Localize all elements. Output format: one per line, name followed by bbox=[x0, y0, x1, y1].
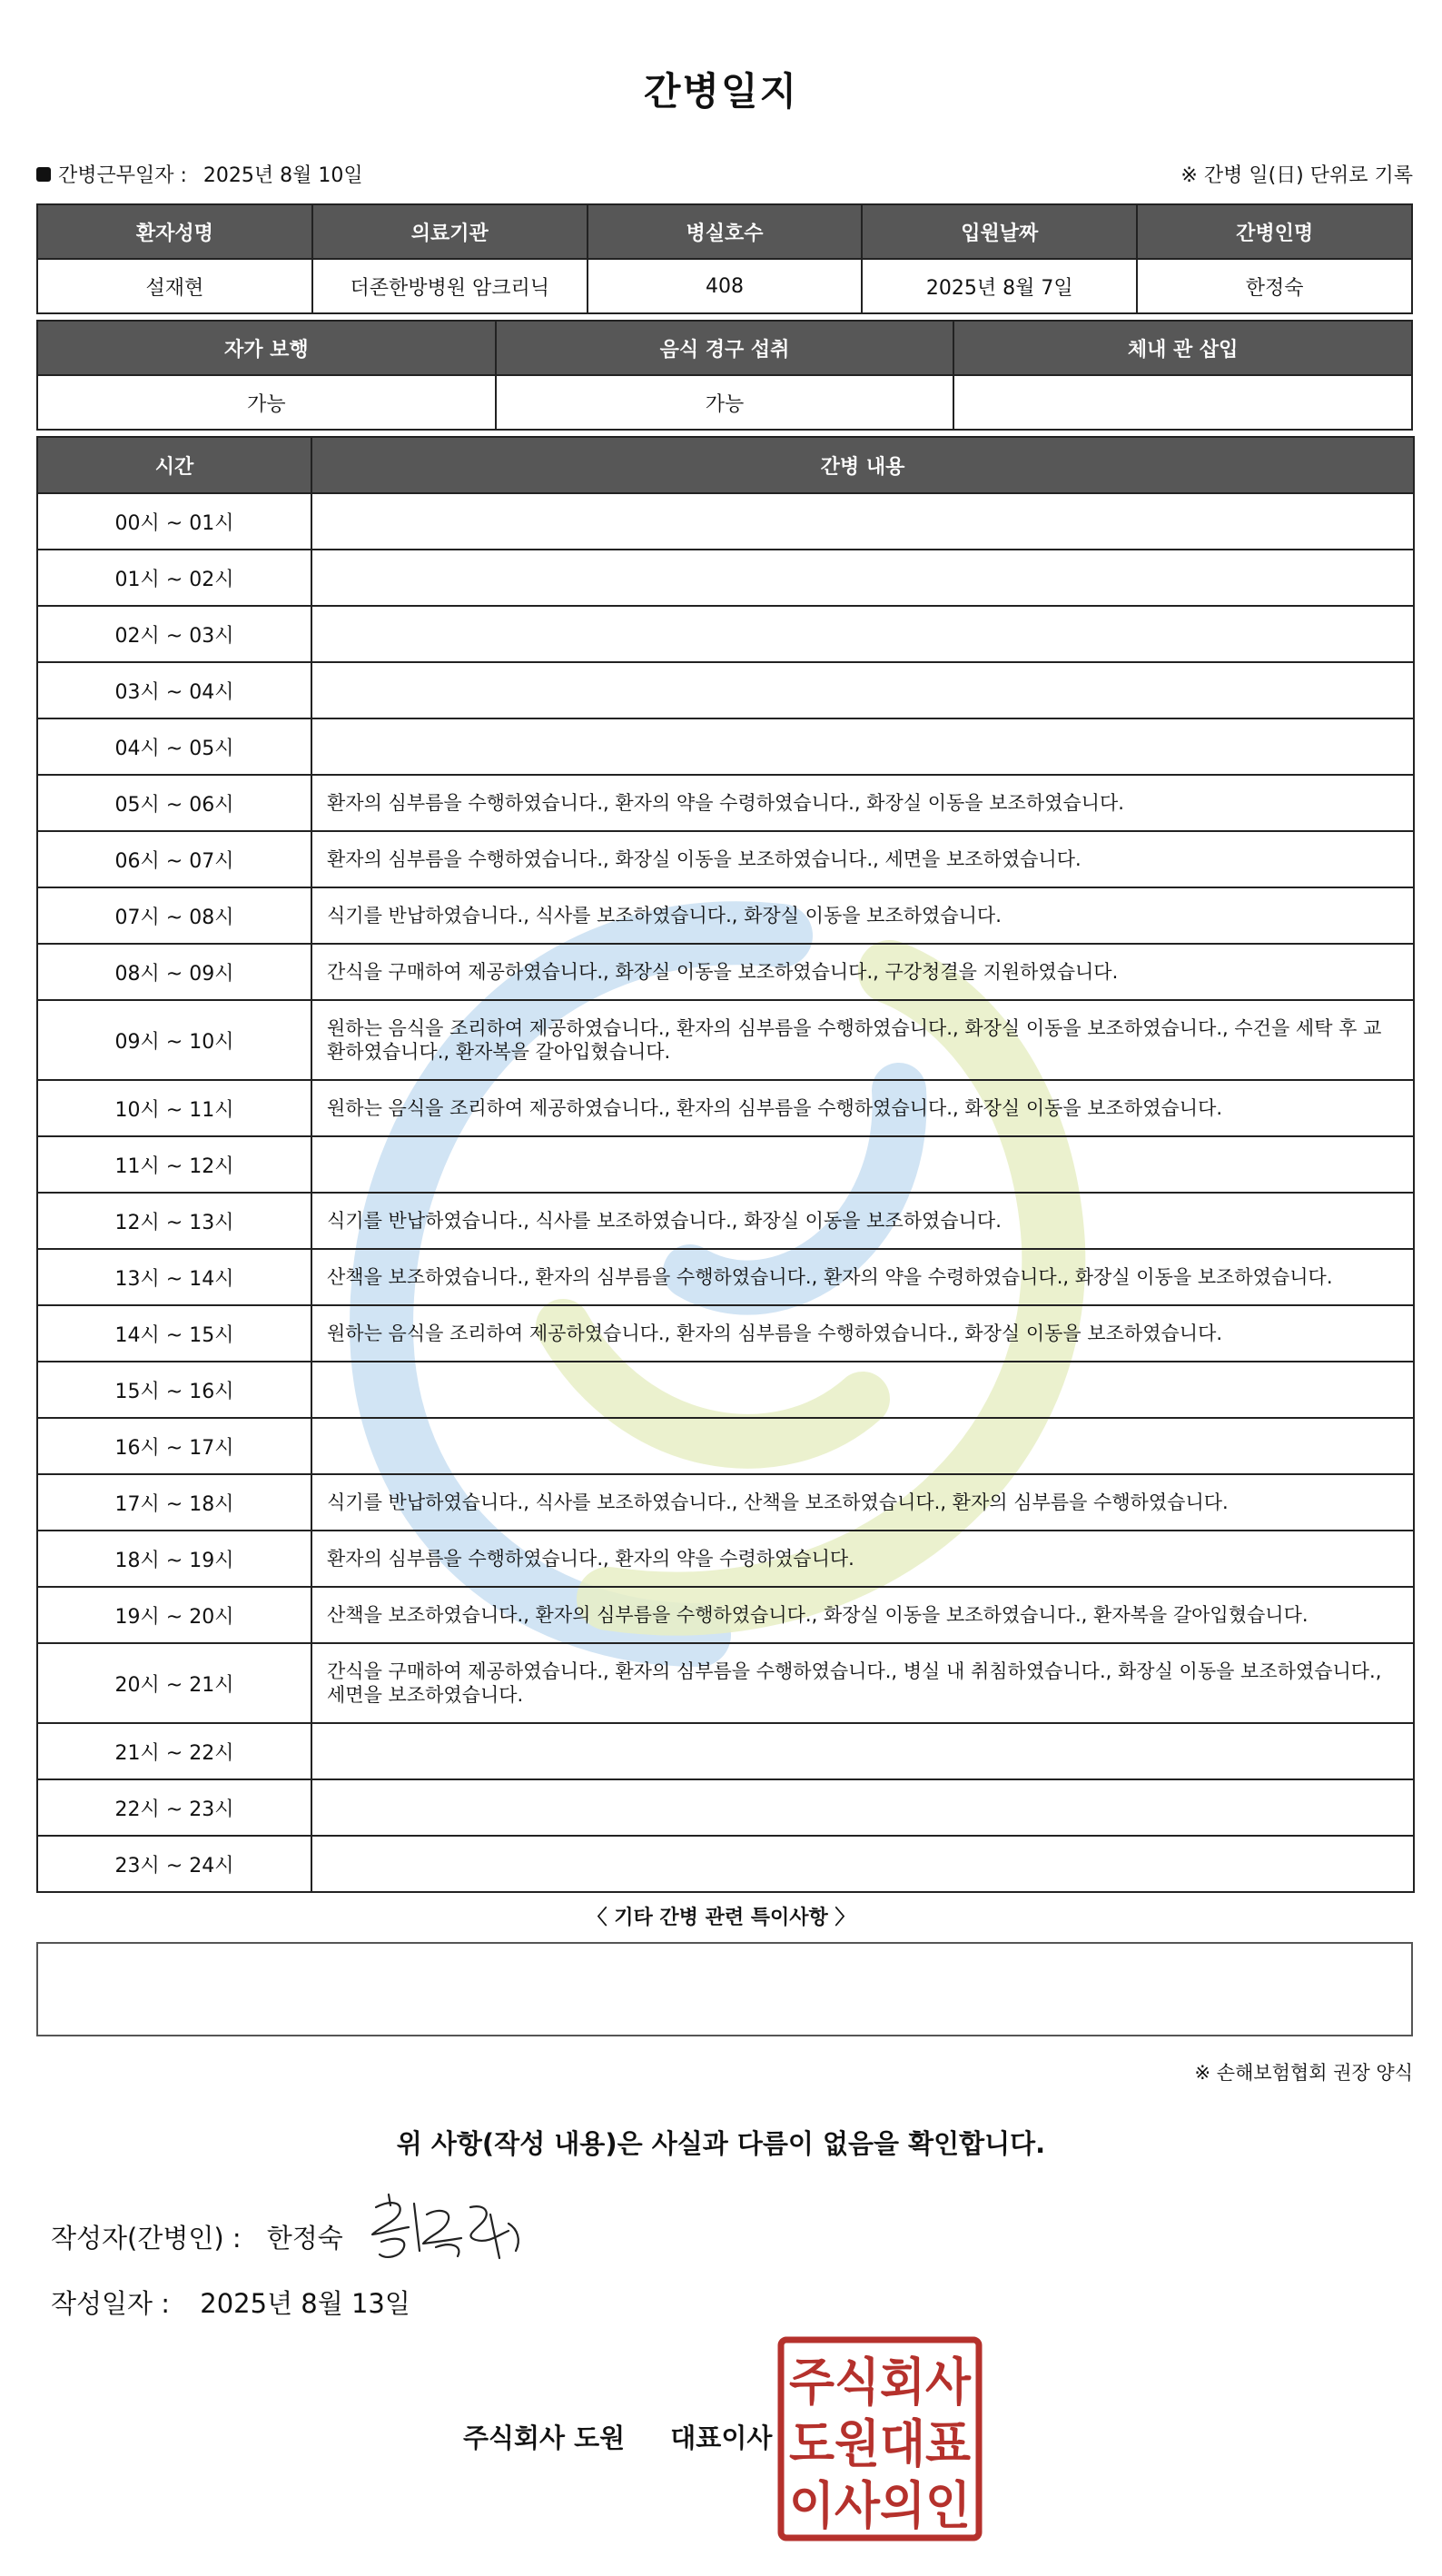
seal-text-line: 주식회사 bbox=[789, 2353, 972, 2413]
care-log-content: 식기를 반납하였습니다., 식사를 보조하였습니다., 화장실 이동을 보조하였습니다. bbox=[311, 887, 1414, 944]
hospital: 더존한방병원 암크리닉 bbox=[312, 259, 588, 313]
care-log-time: 02시 ~ 03시 bbox=[37, 606, 311, 662]
patient-info-value-row bbox=[37, 259, 1412, 313]
care-log-content bbox=[311, 1136, 1414, 1193]
association-note: ※ 손해보험협회 권장 양식 bbox=[1194, 2062, 1413, 2084]
care-log-content: 원하는 음식을 조리하여 제공하였습니다., 환자의 심부름을 수행하였습니다., 화장실 이동을 보조하였습니다. bbox=[311, 1080, 1414, 1136]
care-log-time: 14시 ~ 15시 bbox=[37, 1305, 311, 1362]
care-log-content: 환자의 심부름을 수행하였습니다., 화장실 이동을 보조하였습니다., 세면을 보조하였습니다. bbox=[311, 831, 1414, 887]
care-log-time: 07시 ~ 08시 bbox=[37, 887, 311, 944]
care-log-row bbox=[37, 831, 1414, 887]
care-log-row bbox=[37, 1000, 1414, 1080]
signature-image bbox=[363, 2187, 536, 2269]
written-date: 2025년 8월 13일 bbox=[200, 2288, 410, 2319]
confirmation-statement: 위 사항(작성 내용)은 사실과 다름이 없음을 확인합니다. bbox=[396, 2128, 1046, 2159]
care-log-content bbox=[311, 1836, 1414, 1892]
care-log-time: 00시 ~ 01시 bbox=[37, 493, 311, 550]
care-log-time: 17시 ~ 18시 bbox=[37, 1474, 311, 1531]
header-admission-date: 입원날짜 bbox=[862, 204, 1137, 259]
patient-info-header-row bbox=[37, 204, 1412, 259]
header-caregiver: 간병인명 bbox=[1137, 204, 1412, 259]
written-date-label: 작성일자 : bbox=[51, 2288, 171, 2319]
remarks-box bbox=[36, 1942, 1413, 2036]
room-number: 408 bbox=[588, 259, 863, 313]
care-log-time: 09시 ~ 10시 bbox=[37, 1000, 311, 1080]
care-log-time: 03시 ~ 04시 bbox=[37, 662, 311, 718]
care-log-row bbox=[37, 1531, 1414, 1587]
care-log-row bbox=[37, 606, 1414, 662]
care-log-time: 06시 ~ 07시 bbox=[37, 831, 311, 887]
care-log-content: 간식을 구매하여 제공하였습니다., 환자의 심부름을 수행하였습니다., 병실 내 취침하였습니다., 화장실 이동을 보조하였습니다., 세면을 보조하였습니다. bbox=[311, 1643, 1414, 1723]
care-log-content: 원하는 음식을 조리하여 제공하였습니다., 환자의 심부름을 수행하였습니다., 화장실 이동을 보조하였습니다., 수건을 세탁 후 교환하였습니다., 환자복을 갈아입혔습니다. bbox=[311, 1000, 1414, 1080]
header-self-walking: 자가 보행 bbox=[37, 321, 496, 375]
patient-status-table bbox=[36, 320, 1413, 431]
care-log-time: 16시 ~ 17시 bbox=[37, 1418, 311, 1474]
header-hospital: 의료기관 bbox=[312, 204, 588, 259]
care-log-time: 21시 ~ 22시 bbox=[37, 1723, 311, 1779]
care-log-row bbox=[37, 1136, 1414, 1193]
care-log-row bbox=[37, 718, 1414, 775]
header-oral-intake: 음식 경구 섭취 bbox=[496, 321, 954, 375]
care-log-row bbox=[37, 1418, 1414, 1474]
author-label: 작성자(간병인) : bbox=[51, 2223, 242, 2254]
care-log-row bbox=[37, 944, 1414, 1000]
care-log-content: 원하는 음식을 조리하여 제공하였습니다., 환자의 심부름을 수행하였습니다., 화장실 이동을 보조하였습니다. bbox=[311, 1305, 1414, 1362]
care-log-row bbox=[37, 1474, 1414, 1531]
company-name: 주식회사 도원 bbox=[463, 2422, 626, 2453]
tube-insertion bbox=[953, 375, 1412, 430]
seal-text-line: 도원대표 bbox=[789, 2415, 971, 2474]
care-log-content bbox=[311, 1779, 1414, 1836]
company-seal-image bbox=[777, 2336, 983, 2541]
patient-status-header-row bbox=[37, 321, 1412, 375]
care-log-row bbox=[37, 550, 1414, 606]
patient-info-table bbox=[36, 203, 1413, 314]
care-log-body bbox=[37, 493, 1414, 1892]
care-log-row bbox=[37, 1080, 1414, 1136]
patient-name: 설재현 bbox=[37, 259, 312, 313]
care-log-table bbox=[36, 436, 1415, 1893]
care-log-row bbox=[37, 1723, 1414, 1779]
unit-note: ※ 간병 일(日) 단위로 기록 bbox=[1180, 164, 1413, 187]
care-log-row bbox=[37, 662, 1414, 718]
care-log-time: 04시 ~ 05시 bbox=[37, 718, 311, 775]
company-line bbox=[463, 2418, 772, 2455]
care-log-time: 20시 ~ 21시 bbox=[37, 1643, 311, 1723]
work-date bbox=[36, 160, 363, 188]
header-patient-name: 환자성명 bbox=[37, 204, 312, 259]
oral-intake: 가능 bbox=[496, 375, 954, 430]
care-log-time: 05시 ~ 06시 bbox=[37, 775, 311, 831]
meta-row bbox=[36, 160, 1413, 187]
care-log-content: 식기를 반납하였습니다., 식사를 보조하였습니다., 산책을 보조하였습니다., 환자의 심부름을 수행하였습니다. bbox=[311, 1474, 1414, 1531]
care-log-content: 환자의 심부름을 수행하였습니다., 환자의 약을 수령하였습니다., 화장실 이동을 보조하였습니다. bbox=[311, 775, 1414, 831]
work-date-label: 간병근무일자 : bbox=[58, 164, 187, 187]
author-name: 한정숙 bbox=[266, 2223, 343, 2254]
care-log-time: 10시 ~ 11시 bbox=[37, 1080, 311, 1136]
care-log-time: 18시 ~ 19시 bbox=[37, 1531, 311, 1587]
header-time: 시간 bbox=[37, 437, 311, 493]
company-representative: 대표이사 bbox=[670, 2422, 773, 2453]
care-log-content: 식기를 반납하였습니다., 식사를 보조하였습니다., 화장실 이동을 보조하였습니다. bbox=[311, 1193, 1414, 1249]
care-log-row bbox=[37, 887, 1414, 944]
bullet-square-icon bbox=[36, 167, 51, 182]
remarks-title: 〈 기타 간병 관련 특이사항 〉 bbox=[587, 1907, 855, 1929]
care-log-time: 01시 ~ 02시 bbox=[37, 550, 311, 606]
care-log-content bbox=[311, 718, 1414, 775]
header-tube-insertion: 체내 관 삽입 bbox=[953, 321, 1412, 375]
care-log-content: 산책을 보조하였습니다., 환자의 심부름을 수행하였습니다., 화장실 이동을 보조하였습니다., 환자복을 갈아입혔습니다. bbox=[311, 1587, 1414, 1643]
care-log-row bbox=[37, 1643, 1414, 1723]
care-log-time: 19시 ~ 20시 bbox=[37, 1587, 311, 1643]
care-log-content: 환자의 심부름을 수행하였습니다., 환자의 약을 수령하였습니다. bbox=[311, 1531, 1414, 1587]
care-log-time: 08시 ~ 09시 bbox=[37, 944, 311, 1000]
written-date-line bbox=[51, 2284, 410, 2321]
care-log-content bbox=[311, 1418, 1414, 1474]
care-log-content bbox=[311, 662, 1414, 718]
care-log-row bbox=[37, 1587, 1414, 1643]
care-log-row bbox=[37, 1305, 1414, 1362]
care-log-row bbox=[37, 493, 1414, 550]
care-log-content bbox=[311, 606, 1414, 662]
patient-status-value-row bbox=[37, 375, 1412, 430]
care-log-content bbox=[311, 550, 1414, 606]
care-log-time: 23시 ~ 24시 bbox=[37, 1836, 311, 1892]
care-log-row bbox=[37, 1193, 1414, 1249]
care-log-time: 12시 ~ 13시 bbox=[37, 1193, 311, 1249]
header-care-content: 간병 내용 bbox=[311, 437, 1414, 493]
header-room: 병실호수 bbox=[588, 204, 863, 259]
care-log-content: 간식을 구매하여 제공하였습니다., 화장실 이동을 보조하였습니다., 구강청결을 지원하였습니다. bbox=[311, 944, 1414, 1000]
care-log-row bbox=[37, 1836, 1414, 1892]
care-log-header-row bbox=[37, 437, 1414, 493]
care-log-row bbox=[37, 1249, 1414, 1305]
page-title: 간병일지 bbox=[643, 69, 799, 114]
care-log-row bbox=[37, 775, 1414, 831]
care-log-time: 11시 ~ 12시 bbox=[37, 1136, 311, 1193]
care-log-time: 13시 ~ 14시 bbox=[37, 1249, 311, 1305]
care-log-time: 22시 ~ 23시 bbox=[37, 1779, 311, 1836]
care-log-content bbox=[311, 493, 1414, 550]
self-walking: 가능 bbox=[37, 375, 496, 430]
seal-text-line: 이사의인 bbox=[789, 2477, 971, 2536]
care-log-row bbox=[37, 1362, 1414, 1418]
care-log-content: 산책을 보조하였습니다., 환자의 심부름을 수행하였습니다., 환자의 약을 수령하였습니다., 화장실 이동을 보조하였습니다. bbox=[311, 1249, 1414, 1305]
care-log-row bbox=[37, 1779, 1414, 1836]
care-log-content bbox=[311, 1362, 1414, 1418]
author-line bbox=[51, 2218, 343, 2255]
admission-date: 2025년 8월 7일 bbox=[862, 259, 1137, 313]
care-log-content bbox=[311, 1723, 1414, 1779]
care-log-time: 15시 ~ 16시 bbox=[37, 1362, 311, 1418]
work-date-value: 2025년 8월 10일 bbox=[202, 164, 363, 187]
caregiver-name: 한정숙 bbox=[1137, 259, 1412, 313]
